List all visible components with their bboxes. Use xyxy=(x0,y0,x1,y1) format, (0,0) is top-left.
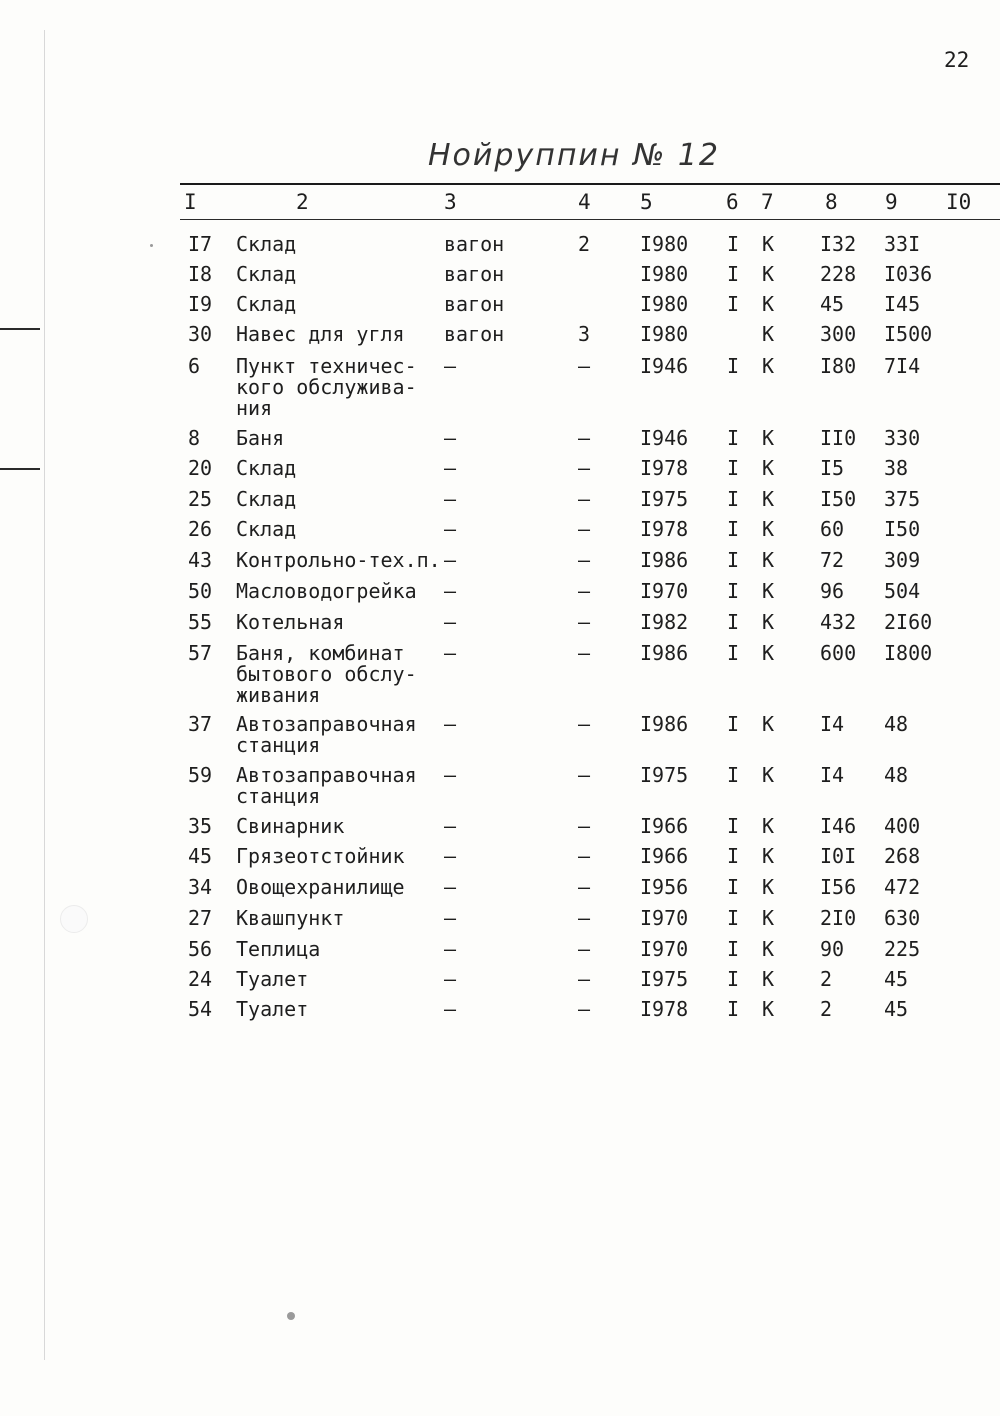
name-cell: Котельная xyxy=(236,610,345,634)
column-7-cell: К xyxy=(762,262,775,286)
column-9-cell: I036 xyxy=(884,262,933,286)
year-cell: I956 xyxy=(640,875,689,899)
material-cell: вагон xyxy=(444,292,505,316)
column-8-cell: 2I0 xyxy=(820,906,857,930)
row-number-cell: 34 xyxy=(188,875,213,899)
column-6-cell: I xyxy=(727,610,740,634)
column-header: 4 xyxy=(578,190,591,214)
column-9-cell: 48 xyxy=(884,763,909,787)
row-number-cell: 35 xyxy=(188,814,213,838)
row-number-cell: 59 xyxy=(188,763,213,787)
row-number-cell: 55 xyxy=(188,610,213,634)
column-8-cell: 72 xyxy=(820,548,845,572)
column-header: I0 xyxy=(946,190,972,214)
column-9-cell: 330 xyxy=(884,426,921,450)
quantity-cell: – xyxy=(578,763,591,787)
material-cell: – xyxy=(444,548,457,572)
column-8-cell: 2 xyxy=(820,967,833,991)
name-cell: Грязеотстойник xyxy=(236,844,405,868)
column-9-cell: 38 xyxy=(884,456,909,480)
column-8-cell: 45 xyxy=(820,292,845,316)
column-7-cell: К xyxy=(762,937,775,961)
name-cell: Автозаправочная станция xyxy=(236,763,417,808)
quantity-cell: – xyxy=(578,354,591,378)
column-9-cell: 472 xyxy=(884,875,921,899)
column-header: 5 xyxy=(640,190,653,214)
year-cell: I980 xyxy=(640,262,689,286)
column-8-cell: I4 xyxy=(820,712,845,736)
material-cell: вагон xyxy=(444,262,505,286)
year-cell: I946 xyxy=(640,354,689,378)
name-cell: Склад xyxy=(236,487,297,511)
quantity-cell: – xyxy=(578,967,591,991)
name-cell: Пункт техничес- кого обслужива- ния xyxy=(236,354,417,420)
column-7-cell: К xyxy=(762,844,775,868)
column-6-cell: I xyxy=(727,997,740,1021)
quantity-cell: – xyxy=(578,844,591,868)
column-6-cell: I xyxy=(727,763,740,787)
material-cell: – xyxy=(444,426,457,450)
column-8-cell: I80 xyxy=(820,354,857,378)
row-number-cell: I8 xyxy=(188,262,213,286)
quantity-cell: – xyxy=(578,814,591,838)
year-cell: I966 xyxy=(640,844,689,868)
column-6-cell: I xyxy=(727,712,740,736)
column-8-cell: 600 xyxy=(820,641,857,665)
column-7-cell: К xyxy=(762,641,775,665)
quantity-cell: – xyxy=(578,610,591,634)
year-cell: I980 xyxy=(640,232,689,256)
name-cell: Автозаправочная станция xyxy=(236,712,417,757)
column-9-cell: 225 xyxy=(884,937,921,961)
column-9-cell: 48 xyxy=(884,712,909,736)
quantity-cell: – xyxy=(578,426,591,450)
column-9-cell: 375 xyxy=(884,487,921,511)
column-8-cell: II0 xyxy=(820,426,857,450)
column-header: 7 xyxy=(761,190,774,214)
year-cell: I975 xyxy=(640,967,689,991)
column-7-cell: К xyxy=(762,997,775,1021)
quantity-cell: – xyxy=(578,875,591,899)
name-cell: Склад xyxy=(236,262,297,286)
column-9-cell: I800 xyxy=(884,641,933,665)
material-cell: – xyxy=(444,937,457,961)
row-number-cell: 20 xyxy=(188,456,213,480)
column-9-cell: 33I xyxy=(884,232,921,256)
column-7-cell: К xyxy=(762,763,775,787)
year-cell: I975 xyxy=(640,487,689,511)
row-number-cell: 37 xyxy=(188,712,213,736)
quantity-cell: – xyxy=(578,641,591,665)
material-cell: – xyxy=(444,487,457,511)
material-cell: – xyxy=(444,610,457,634)
column-6-cell: I xyxy=(727,487,740,511)
page-fold-line xyxy=(44,30,45,1360)
column-7-cell: К xyxy=(762,579,775,603)
quantity-cell: – xyxy=(578,712,591,736)
material-cell: – xyxy=(444,456,457,480)
quantity-cell: – xyxy=(578,487,591,511)
column-8-cell: 90 xyxy=(820,937,845,961)
column-6-cell: I xyxy=(727,937,740,961)
material-cell: – xyxy=(444,967,457,991)
name-cell: Склад xyxy=(236,232,297,256)
year-cell: I978 xyxy=(640,997,689,1021)
column-7-cell: К xyxy=(762,487,775,511)
year-cell: I975 xyxy=(640,763,689,787)
column-7-cell: К xyxy=(762,456,775,480)
column-7-cell: К xyxy=(762,967,775,991)
column-6-cell: I xyxy=(727,844,740,868)
year-cell: I986 xyxy=(640,712,689,736)
name-cell: Навес для угля xyxy=(236,322,405,346)
year-cell: I970 xyxy=(640,579,689,603)
column-9-cell: I45 xyxy=(884,292,921,316)
column-8-cell: I5 xyxy=(820,456,845,480)
row-number-cell: 56 xyxy=(188,937,213,961)
column-8-cell: I56 xyxy=(820,875,857,899)
column-9-cell: I500 xyxy=(884,322,933,346)
material-cell: вагон xyxy=(444,232,505,256)
column-8-cell: 2 xyxy=(820,997,833,1021)
handwritten-title: Нойруппин № 12 xyxy=(428,138,720,173)
row-number-cell: 24 xyxy=(188,967,213,991)
column-7-cell: К xyxy=(762,426,775,450)
column-header: 6 xyxy=(726,190,739,214)
name-cell: Квашпункт xyxy=(236,906,345,930)
column-6-cell: I xyxy=(727,232,740,256)
page-number: 22 xyxy=(944,48,970,72)
name-cell: Баня, комбинат бытового обслу- живания xyxy=(236,641,417,707)
year-cell: I980 xyxy=(640,322,689,346)
column-8-cell: I46 xyxy=(820,814,857,838)
column-6-cell: I xyxy=(727,579,740,603)
column-9-cell: 630 xyxy=(884,906,921,930)
column-header: 3 xyxy=(444,190,457,214)
column-7-cell: К xyxy=(762,610,775,634)
column-8-cell: 228 xyxy=(820,262,857,286)
name-cell: Склад xyxy=(236,292,297,316)
column-8-cell: I0I xyxy=(820,844,857,868)
row-number-cell: I7 xyxy=(188,232,213,256)
row-number-cell: 6 xyxy=(188,354,201,378)
quantity-cell: – xyxy=(578,456,591,480)
column-8-cell: 60 xyxy=(820,517,845,541)
name-cell: Туалет xyxy=(236,997,309,1021)
dust-speck xyxy=(150,244,153,247)
column-9-cell: 45 xyxy=(884,967,909,991)
material-cell: – xyxy=(444,763,457,787)
dust-speck xyxy=(287,1312,295,1320)
row-number-cell: 30 xyxy=(188,322,213,346)
column-8-cell: 96 xyxy=(820,579,845,603)
column-7-cell: К xyxy=(762,517,775,541)
column-9-cell: 309 xyxy=(884,548,921,572)
material-cell: вагон xyxy=(444,322,505,346)
year-cell: I966 xyxy=(640,814,689,838)
material-cell: – xyxy=(444,354,457,378)
column-header: 9 xyxy=(885,190,898,214)
column-6-cell: I xyxy=(727,906,740,930)
column-6-cell: I xyxy=(727,641,740,665)
column-6-cell: I xyxy=(727,517,740,541)
year-cell: I978 xyxy=(640,456,689,480)
column-7-cell: К xyxy=(762,814,775,838)
year-cell: I970 xyxy=(640,937,689,961)
column-7-cell: К xyxy=(762,712,775,736)
material-cell: – xyxy=(444,641,457,665)
year-cell: I978 xyxy=(640,517,689,541)
column-9-cell: I50 xyxy=(884,517,921,541)
quantity-cell: – xyxy=(578,548,591,572)
material-cell: – xyxy=(444,712,457,736)
row-number-cell: 26 xyxy=(188,517,213,541)
column-9-cell: 45 xyxy=(884,997,909,1021)
row-number-cell: 54 xyxy=(188,997,213,1021)
row-number-cell: 8 xyxy=(188,426,201,450)
column-6-cell: I xyxy=(727,548,740,572)
column-header: 2 xyxy=(296,190,309,214)
material-cell: – xyxy=(444,579,457,603)
quantity-cell: 3 xyxy=(578,322,591,346)
column-7-cell: К xyxy=(762,292,775,316)
column-6-cell: I xyxy=(727,426,740,450)
year-cell: I980 xyxy=(640,292,689,316)
quantity-cell: – xyxy=(578,579,591,603)
table-header xyxy=(0,190,1000,218)
column-6-cell: I xyxy=(727,814,740,838)
column-7-cell: К xyxy=(762,354,775,378)
quantity-cell: – xyxy=(578,517,591,541)
name-cell: Контрольно-тех.п. xyxy=(236,548,441,572)
row-number-cell: I9 xyxy=(188,292,213,316)
row-number-cell: 50 xyxy=(188,579,213,603)
column-8-cell: I4 xyxy=(820,763,845,787)
binder-mark xyxy=(0,328,40,330)
column-7-cell: К xyxy=(762,322,775,346)
column-6-cell: I xyxy=(727,262,740,286)
year-cell: I946 xyxy=(640,426,689,450)
column-9-cell: 400 xyxy=(884,814,921,838)
year-cell: I970 xyxy=(640,906,689,930)
material-cell: – xyxy=(444,875,457,899)
column-9-cell: 2I60 xyxy=(884,610,933,634)
row-number-cell: 43 xyxy=(188,548,213,572)
quantity-cell: 2 xyxy=(578,232,591,256)
name-cell: Овощехранилище xyxy=(236,875,405,899)
quantity-cell: – xyxy=(578,937,591,961)
column-8-cell: I32 xyxy=(820,232,857,256)
name-cell: Свинарник xyxy=(236,814,345,838)
quantity-cell: – xyxy=(578,997,591,1021)
quantity-cell: – xyxy=(578,906,591,930)
column-8-cell: 300 xyxy=(820,322,857,346)
punch-hole xyxy=(60,905,88,933)
name-cell: Склад xyxy=(236,517,297,541)
column-6-cell: I xyxy=(727,292,740,316)
column-9-cell: 7I4 xyxy=(884,354,921,378)
table-top-rule xyxy=(180,183,1000,185)
column-6-cell: I xyxy=(727,456,740,480)
column-7-cell: К xyxy=(762,875,775,899)
material-cell: – xyxy=(444,997,457,1021)
name-cell: Склад xyxy=(236,456,297,480)
row-number-cell: 45 xyxy=(188,844,213,868)
column-6-cell: I xyxy=(727,354,740,378)
name-cell: Теплица xyxy=(236,937,321,961)
material-cell: – xyxy=(444,844,457,868)
column-9-cell: 504 xyxy=(884,579,921,603)
year-cell: I986 xyxy=(640,548,689,572)
material-cell: – xyxy=(444,517,457,541)
column-8-cell: I50 xyxy=(820,487,857,511)
name-cell: Баня xyxy=(236,426,285,450)
name-cell: Масловодогрейка xyxy=(236,579,417,603)
column-7-cell: К xyxy=(762,232,775,256)
material-cell: – xyxy=(444,814,457,838)
column-6-cell: I xyxy=(727,967,740,991)
column-8-cell: 432 xyxy=(820,610,857,634)
year-cell: I982 xyxy=(640,610,689,634)
material-cell: – xyxy=(444,906,457,930)
row-number-cell: 57 xyxy=(188,641,213,665)
row-number-cell: 25 xyxy=(188,487,213,511)
row-number-cell: 27 xyxy=(188,906,213,930)
column-9-cell: 268 xyxy=(884,844,921,868)
column-header: 8 xyxy=(825,190,838,214)
year-cell: I986 xyxy=(640,641,689,665)
column-7-cell: К xyxy=(762,548,775,572)
name-cell: Туалет xyxy=(236,967,309,991)
column-header: I xyxy=(184,190,197,214)
binder-mark xyxy=(0,468,40,470)
column-7-cell: К xyxy=(762,906,775,930)
header-underline xyxy=(180,219,1000,220)
column-6-cell: I xyxy=(727,875,740,899)
